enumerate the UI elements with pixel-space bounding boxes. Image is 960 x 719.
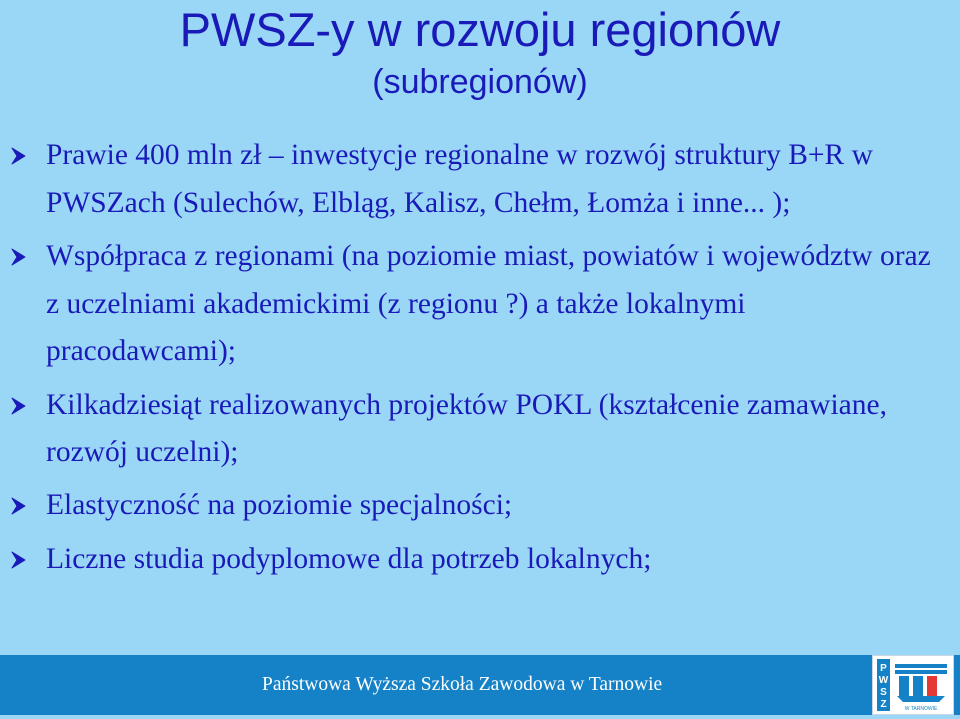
bullet-item xyxy=(0,382,960,477)
footer-bar xyxy=(0,655,960,715)
pwsz-tarnow-logo xyxy=(872,655,954,715)
arrowhead-bullet-icon xyxy=(10,496,28,516)
bullet-item xyxy=(0,132,960,227)
arrowhead-bullet-icon xyxy=(10,247,28,267)
logo-letter: S xyxy=(880,687,887,698)
logo-graphic xyxy=(873,656,953,714)
slide-title: PWSZ-y w rozwoju regionów xyxy=(179,3,781,56)
logo-caption: W TARNOWIE xyxy=(904,706,938,712)
slide-subtitle: (subregionów) xyxy=(372,63,588,101)
bullet-text: Kilkadziesiąt realizowanych projektów POKL (kształcenie zamawiane, rozwój uczelni); xyxy=(46,388,887,468)
arrowhead-bullet-icon xyxy=(10,396,28,416)
logo-letter: W xyxy=(878,675,889,686)
bullet-item xyxy=(0,482,960,530)
bullet-text: Liczne studia podyplomowe dla potrzeb lokalnych; xyxy=(46,543,652,575)
bullet-text: Współpraca z regionami (na poziomie miast, powiatów i województw oraz z uczelniami akademickimi (z regionu ?) a także lokalnymi pracodawcami); xyxy=(46,240,931,367)
arrowhead-bullet-icon xyxy=(10,550,28,570)
bullet-text: Prawie 400 mln zł – inwestycje regionalne w rozwój struktury B+R w PWSZach (Sulechów, Elbląg, Kalisz, Chełm, Łomża i inne... ); xyxy=(46,139,873,219)
arrowhead-bullet-icon xyxy=(10,146,28,166)
logo-letter: Z xyxy=(880,699,887,710)
bullet-item xyxy=(0,536,960,584)
footer-text: Państwowa Wyższa Szkoła Zawodowa w Tarnowie xyxy=(262,674,663,695)
bullet-text: Elastyczność na poziomie specjalności; xyxy=(46,488,513,521)
logo-letter: P xyxy=(880,663,887,674)
bullet-list xyxy=(0,132,960,584)
bullet-item xyxy=(0,233,960,376)
